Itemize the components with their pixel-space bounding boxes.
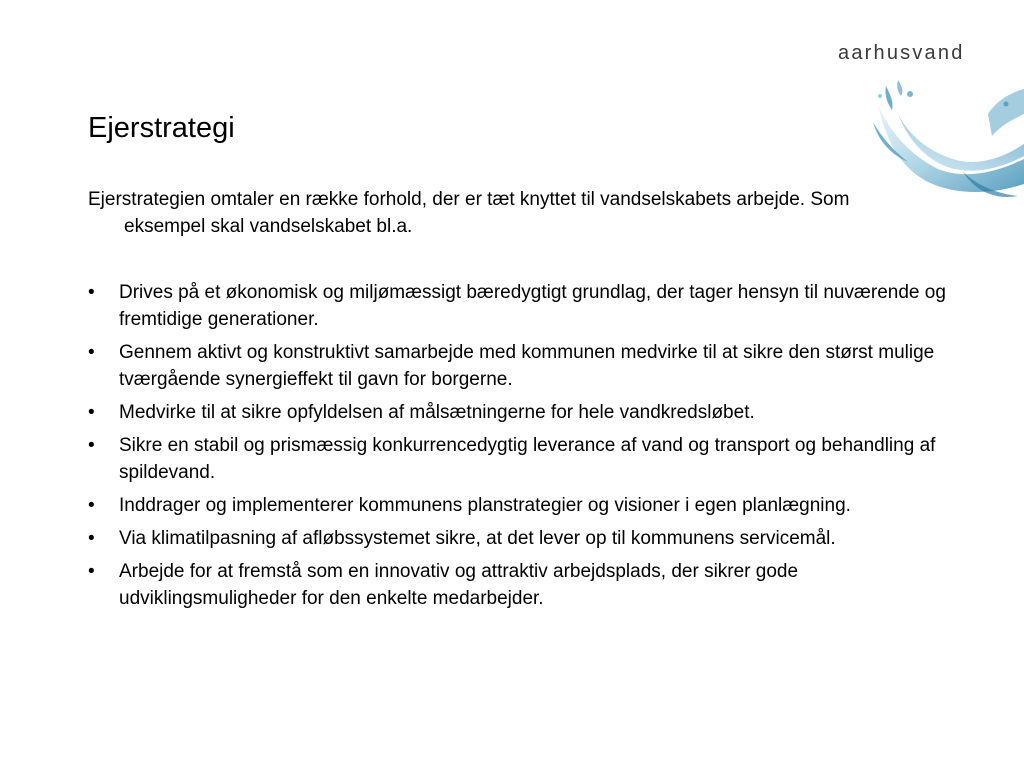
list-item-text: Arbejde for at fremstå som en innovativ og attraktiv arbejdsplads, der sikrer gode udviklingsmuligheder for den enkelte medarbejder. (119, 561, 799, 609)
list-item (88, 279, 958, 333)
list-item-text: Sikre en stabil og prismæssig konkurrencedygtig leverance af vand og transport og behandling af spildevand. (119, 435, 936, 483)
list-item-text: Via klimatilpasning af afløbssystemet sikre, at det lever op til kommunens servicemål. (119, 528, 836, 549)
list-item (88, 399, 958, 426)
intro-paragraph: Ejerstrategien omtaler en række forhold, der er tæt knyttet til vandselskabets arbejde. Som eksempel skal vandselskabet bl.a. (88, 189, 850, 237)
bullet-marker: • (88, 495, 95, 516)
list-item (88, 558, 958, 612)
list-item (88, 432, 958, 486)
bullet-marker: • (88, 402, 95, 423)
bullet-marker: • (88, 282, 95, 303)
list-item-text: Medvirke til at sikre opfyldelsen af målsætningerne for hele vandkredsløbet. (119, 402, 755, 423)
list-item-text: Drives på et økonomisk og miljømæssigt bæredygtigt grundlag, der tager hensyn til nuværende og fremtidige generationer. (119, 282, 946, 330)
list-item-text: Inddrager og implementerer kommunens planstrategier og visioner i egen planlægning. (119, 495, 851, 516)
bullet-marker: • (88, 342, 95, 363)
list-item (88, 492, 958, 519)
water-splash-logo-icon (868, 74, 1024, 204)
slide-title: Ejerstrategi (88, 112, 235, 144)
list-item (88, 339, 958, 393)
aarhusvand-logo-text: aarhusvand (838, 42, 965, 64)
bullet-marker: • (88, 528, 95, 549)
bullet-marker: • (88, 435, 95, 456)
list-item-text: Gennem aktivt og konstruktivt samarbejde med kommunen medvirke til at sikre den størst mulige tværgående synergieffekt til gavn for borgerne. (119, 342, 935, 390)
list-item (88, 525, 958, 552)
bullet-marker: • (88, 561, 95, 582)
bullet-list (88, 279, 958, 618)
